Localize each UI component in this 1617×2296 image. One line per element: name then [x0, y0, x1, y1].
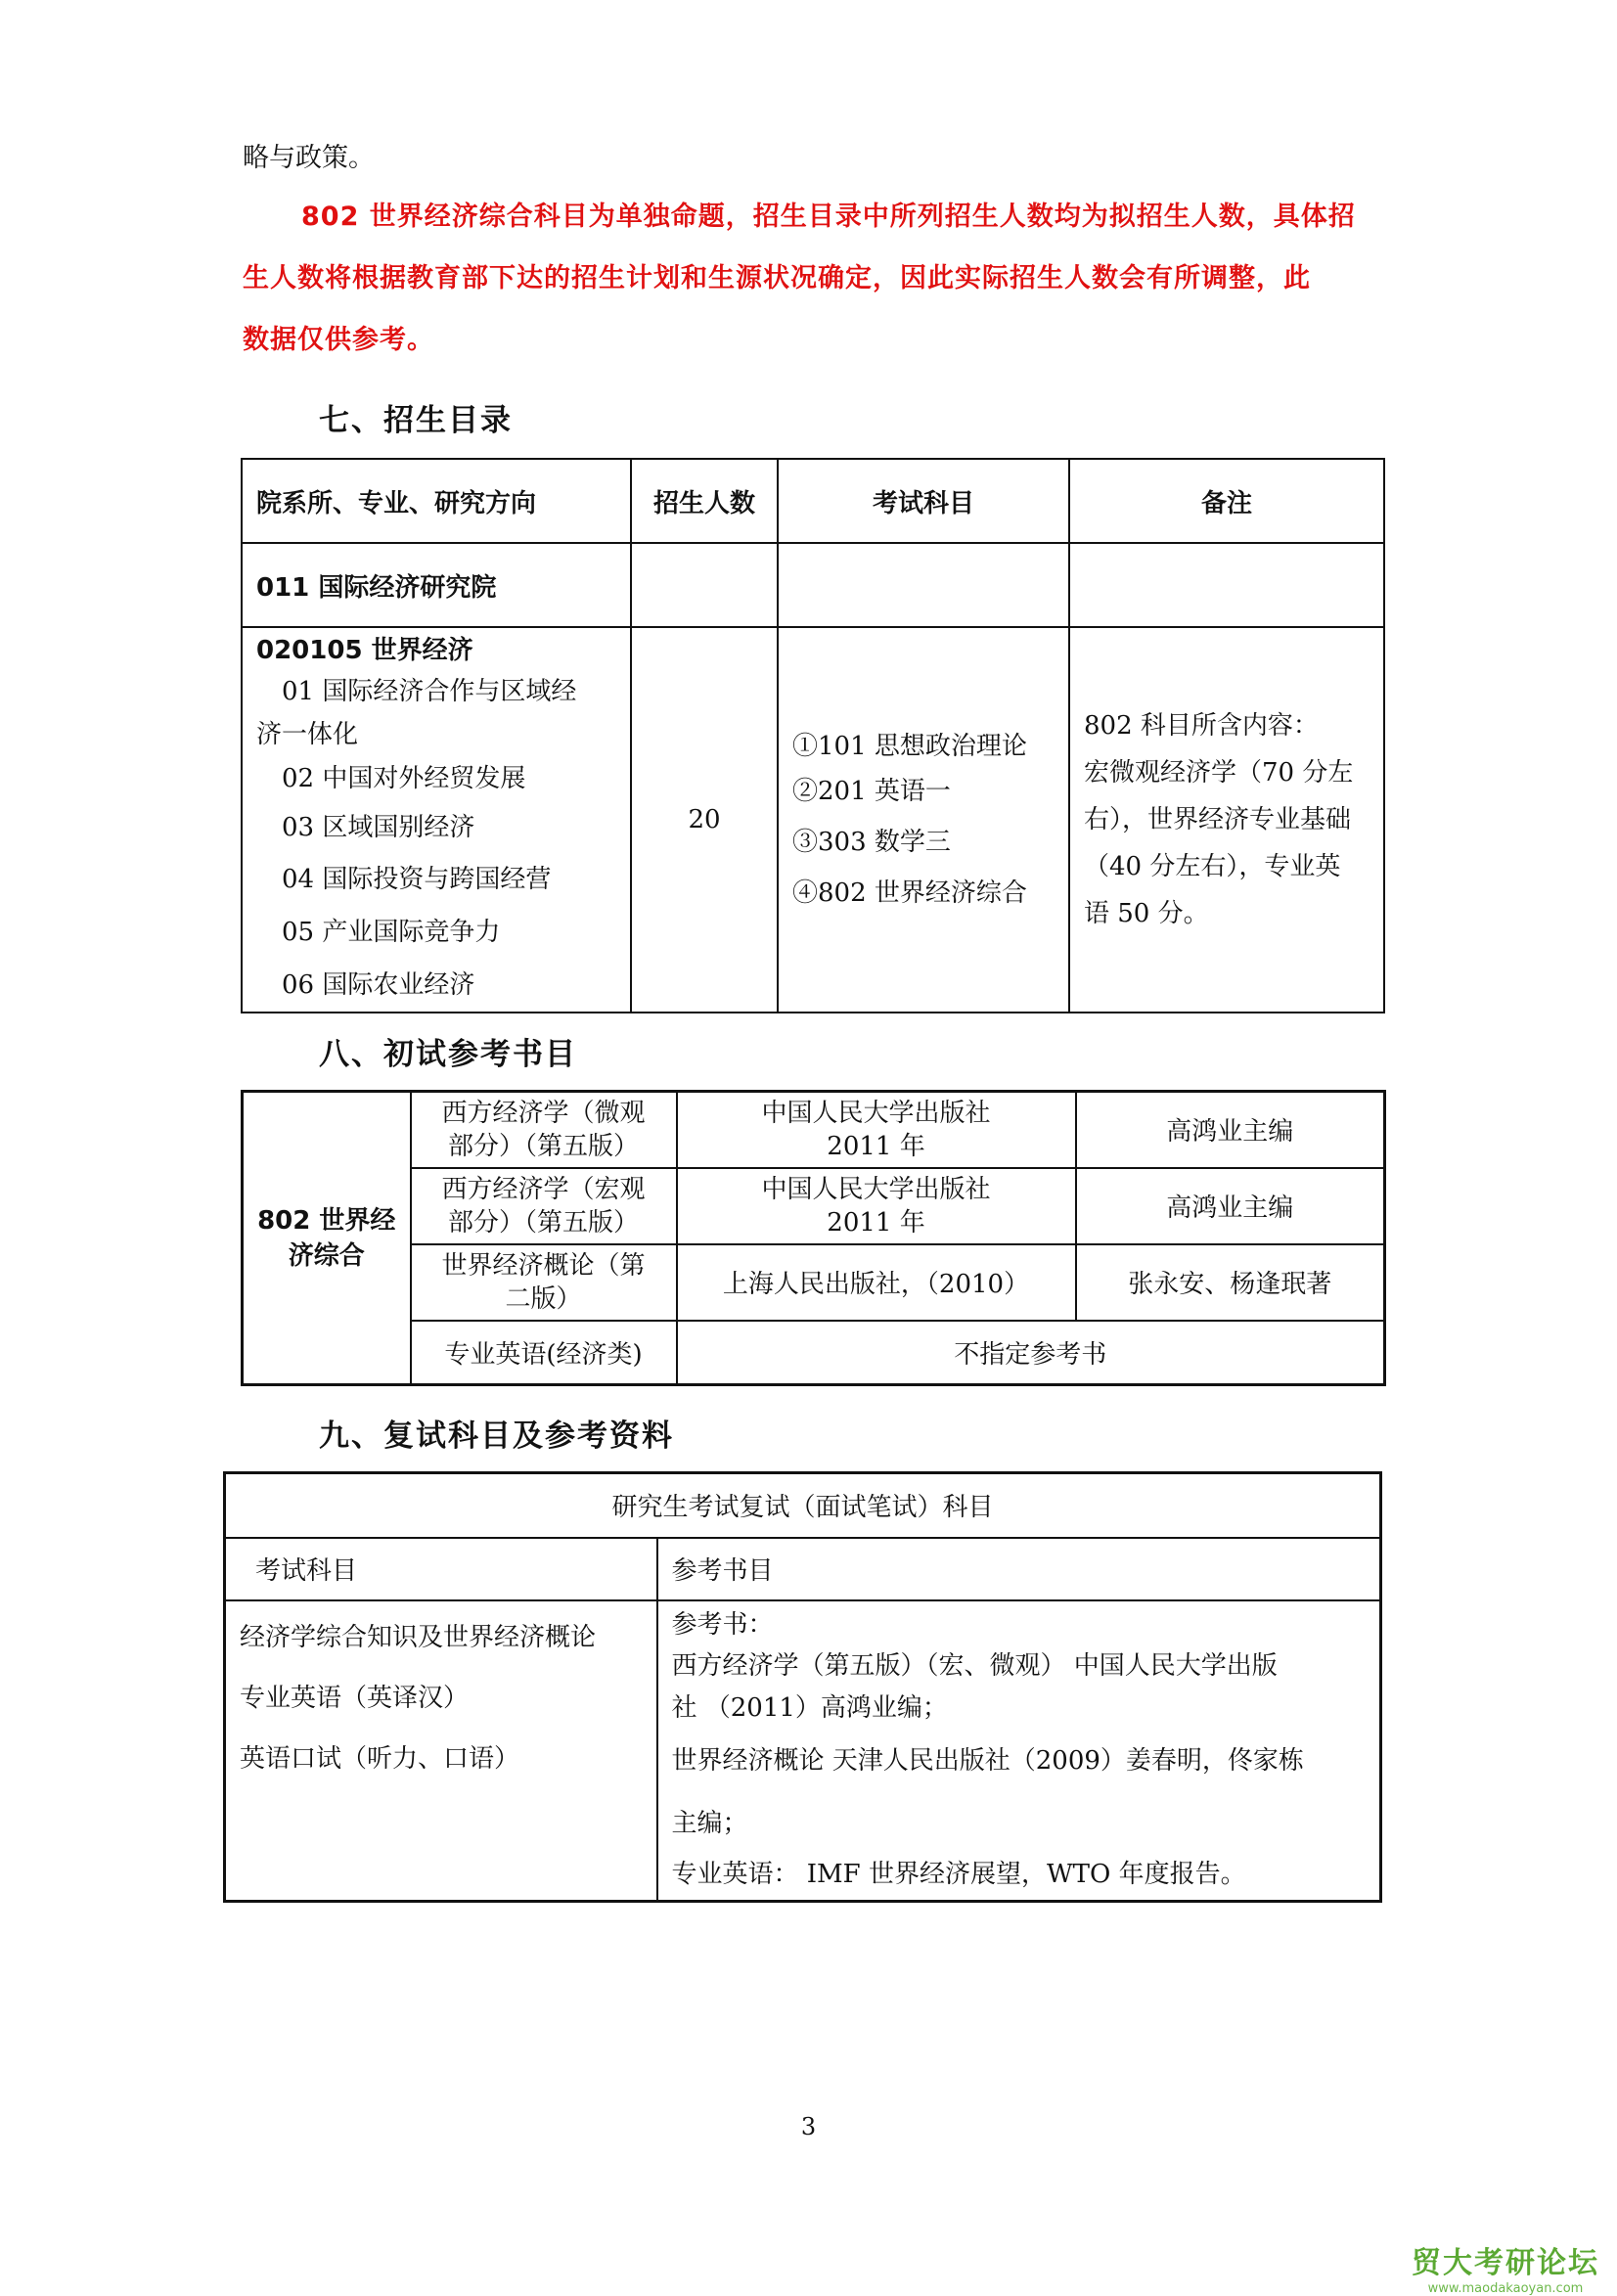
book-publisher: 上海人民出版社，（2010） [677, 1244, 1076, 1321]
header-dept: 院系所、专业、研究方向 [242, 459, 631, 543]
direction-06: 06 国际农业经济 [282, 970, 475, 1000]
reference-line-4: 世界经济概论 天津人民出版社（2009）姜春明，佟家栋 [671, 1745, 1304, 1776]
reference-books-table [241, 1090, 1386, 1386]
retest-header-subject: 考试科目 [225, 1538, 657, 1600]
direction-02: 02 中国对外经贸发展 [282, 764, 526, 793]
direction-05: 05 产业国际竞争力 [282, 918, 501, 947]
enrollment-count: 20 [631, 627, 778, 1013]
book-title: 世界经济概论（第 二版） [411, 1244, 677, 1321]
retest-subject-2: 专业英语（英译汉） [240, 1683, 470, 1713]
note-line-3: 右），世界经济专业基础 [1084, 805, 1352, 834]
retest-references-cell [657, 1600, 1381, 1902]
direction-01-cont: 济一体化 [256, 720, 359, 749]
notice-line-2: 生人数将根据教育部下达的招生计划和生源状况确定，因此实际招生人数会有所调整，此 [243, 263, 1311, 293]
direction-01: 01 国际经济合作与区域经 [282, 677, 577, 706]
retest-subject-1: 经济学综合知识及世界经济概论 [240, 1622, 597, 1652]
retest-table [223, 1471, 1382, 1903]
watermark-title: 贸大考研论坛 [1412, 2246, 1599, 2280]
exam-subject-4: ④802 世界经济综合 [792, 878, 1027, 908]
catalog-header-row [242, 459, 1384, 543]
notice-line-3: 数据仅供参考。 [243, 325, 434, 355]
retest-subject-3: 英语口试（听力、口语） [240, 1743, 520, 1774]
retest-title-row [225, 1473, 1381, 1538]
watermark [1412, 2238, 1599, 2296]
retest-header-books: 参考书目 [657, 1538, 1381, 1600]
book-publisher: 中国人民大学出版社 2011 年 [677, 1092, 1076, 1168]
reference-line-3: 社 （2011）高鸿业编； [671, 1692, 948, 1723]
intro-lead-line: 略与政策。 [243, 143, 375, 173]
major-cell [242, 627, 631, 1013]
notes-cell [1069, 627, 1384, 1013]
dept-row [242, 543, 1384, 627]
direction-03: 03 区域国别经济 [282, 813, 475, 842]
section-8-heading: 八、初试参考书目 [319, 1037, 577, 1072]
reference-line-6: 专业英语： IMF 世界经济展望，WTO 年度报告。 [671, 1859, 1246, 1889]
section-7-heading: 七、招生目录 [319, 403, 513, 438]
watermark-url: www.maodakaoyan.com [1427, 2281, 1584, 2296]
book-author: 高鸿业主编 [1076, 1168, 1385, 1244]
note-line-5: 语 50 分。 [1084, 899, 1209, 928]
note-line-1: 802 科目所含内容： [1084, 711, 1319, 741]
retest-header-row [225, 1538, 1381, 1600]
dept-name: 011 国际经济研究院 [242, 543, 631, 627]
direction-04: 04 国际投资与跨国经营 [282, 865, 552, 894]
book-author: 张永安、杨逢珉著 [1076, 1244, 1385, 1321]
retest-subjects-cell [225, 1600, 657, 1902]
book-author: 高鸿业主编 [1076, 1092, 1385, 1168]
exam-subject-label: 802 世界经 济综合 [243, 1092, 411, 1385]
note-line-2: 宏微观经济学（70 分左 [1084, 758, 1354, 788]
retest-table-title: 研究生考试复试（面试笔试）科目 [225, 1473, 1381, 1538]
note-line-4: （40 分左右），专业英 [1084, 852, 1341, 881]
book-title: 专业英语(经济类) [411, 1321, 677, 1385]
book-title: 西方经济学（宏观 部分）（第五版） [411, 1168, 677, 1244]
major-row [242, 627, 1384, 1013]
notice-line-1: 802 世界经济综合科目为单独命题，招生目录中所列招生人数均为拟招生人数，具体招 [301, 202, 1356, 232]
exam-subjects-cell [778, 627, 1069, 1013]
header-notes: 备注 [1069, 459, 1384, 543]
book-note: 不指定参考书 [677, 1321, 1385, 1385]
book-row-4 [243, 1321, 1385, 1385]
header-subjects: 考试科目 [778, 459, 1069, 543]
exam-subject-3: ③303 数学三 [792, 828, 951, 857]
reference-line-5: 主编； [671, 1808, 748, 1838]
retest-content-row [225, 1600, 1381, 1902]
header-enrollment: 招生人数 [631, 459, 778, 543]
major-name: 020105 世界经济 [256, 636, 473, 665]
page-number: 3 [800, 2113, 817, 2140]
book-row-3 [243, 1244, 1385, 1321]
reference-line-2: 西方经济学（第五版）（宏、微观） 中国人民大学出版 [671, 1650, 1278, 1681]
section-9-heading: 九、复试科目及参考资料 [319, 1418, 674, 1454]
reference-line-1: 参考书： [671, 1609, 774, 1640]
exam-subject-2: ②201 英语一 [792, 777, 951, 806]
exam-subject-1: ①101 思想政治理论 [792, 732, 1027, 761]
book-publisher: 中国人民大学出版社 2011 年 [677, 1168, 1076, 1244]
book-row-2 [243, 1168, 1385, 1244]
book-title: 西方经济学（微观 部分）（第五版） [411, 1092, 677, 1168]
book-row-1 [243, 1092, 1385, 1168]
admission-catalog-table [241, 458, 1385, 1013]
